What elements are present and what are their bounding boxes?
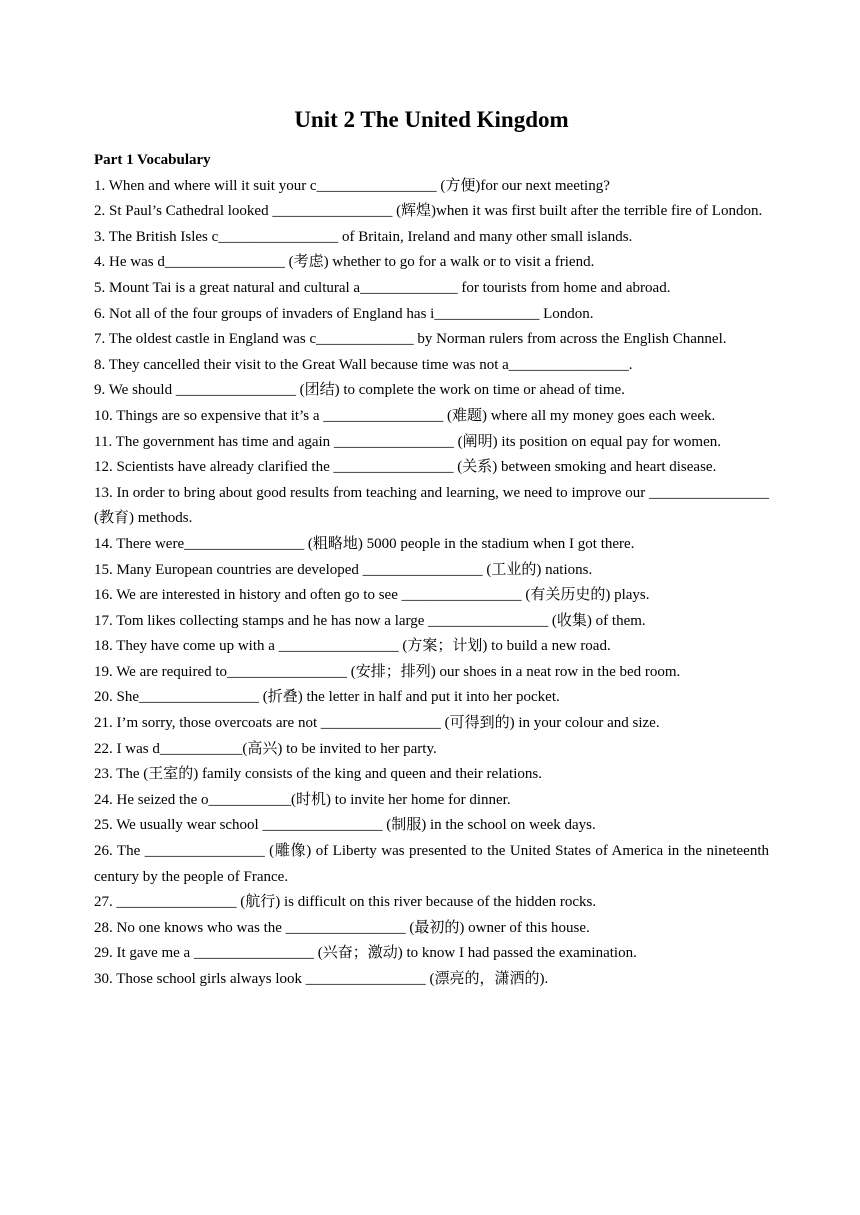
document-page	[94, 104, 769, 993]
exercise-list	[94, 174, 769, 993]
exercise-item-10: 10. Things are so expensive that it’s a ________________ (难题) where all my money goes each week.	[94, 407, 716, 424]
exercise-item-3: 3. The British Isles c________________ of Britain, Ireland and many other small islands.	[94, 228, 633, 245]
exercise-item-30: 30. Those school girls always look ________________ (漂亮的，潇洒的).	[94, 971, 549, 987]
exercise-item-12: 12. Scientists have already clarified the ________________ (关系) between smoking and heart disease.	[94, 459, 717, 476]
exercise-item-11: 11. The government has time and again ________________ (阐明) its position on equal pay for women.	[94, 433, 721, 450]
exercise-item-22: 22. I was d___________(高兴) to be invited to her party.	[94, 740, 437, 757]
exercise-item-20: 20. She________________ (折叠) the letter in half and put it into her pocket.	[94, 689, 560, 706]
exercise-item-21: 21. I’m sorry, those overcoats are not ________________ (可得到的) in your colour and size.	[94, 715, 660, 732]
exercise-item-17: 17. Tom likes collecting stamps and he has now a large ________________ (收集) of them.	[94, 612, 646, 629]
exercise-item-25: 25. We usually wear school ________________ (制服) in the school on week days.	[94, 817, 596, 834]
exercise-item-15: 15. Many European countries are developed ________________ (工业的) nations.	[94, 561, 593, 578]
exercise-item-29: 29. It gave me a ________________ (兴奋；激动) to know I had passed the examination.	[94, 945, 637, 962]
exercise-item-1: 1. When and where will it suit your c________________ (方便)for our next meeting?	[94, 177, 610, 194]
exercise-item-4: 4. He was d________________ (考虑) whether to go for a walk or to visit a friend.	[94, 254, 595, 271]
document-title: Unit 2 The United Kingdom	[294, 107, 569, 132]
exercise-item-6: 6. Not all of the four groups of invaders of England has i______________ London.	[94, 305, 594, 322]
exercise-item-7: 7. The oldest castle in England was c_____________ by Norman rulers from across the English Channel.	[94, 331, 727, 348]
exercise-item-9: 9. We should ________________ (团结) to complete the work on time or ahead of time.	[94, 382, 625, 399]
exercise-item-8: 8. They cancelled their visit to the Great Wall because time was not a________________.	[94, 356, 633, 373]
exercise-item-27: 27. ________________ (航行) is difficult on this river because of the hidden rocks.	[94, 894, 597, 911]
exercise-item-2: 2. St Paul’s Cathedral looked ________________ (辉煌)when it was first built after the terrible fire of London.	[94, 203, 763, 220]
exercise-item-16: 16. We are interested in history and often go to see ________________ (有关历史的) plays.	[94, 587, 650, 604]
exercise-item-28: 28. No one knows who was the ________________ (最初的) owner of this house.	[94, 919, 590, 936]
exercise-item-19: 19. We are required to________________ (安排；排列) our shoes in a neat row in the bed room.	[94, 663, 681, 680]
exercise-item-24: 24. He seized the o___________(时机) to invite her home for dinner.	[94, 791, 511, 808]
exercise-item-5: 5. Mount Tai is a great natural and cultural a_____________ for tourists from home and abroad.	[94, 279, 671, 296]
exercise-item-14: 14. There were________________ (粗略地) 5000 people in the stadium when I got there.	[94, 535, 635, 552]
exercise-item-23: 23. The (王室的) family consists of the king and queen and their relations.	[94, 766, 542, 783]
exercise-item-26: 26. The ________________ (雕像) of Liberty was presented to the United States of America in the nineteenth century by the people of France.	[94, 843, 769, 885]
exercise-item-18: 18. They have come up with a ________________ (方案；计划) to build a new road.	[94, 638, 611, 655]
section-heading: Part 1 Vocabulary	[94, 152, 211, 168]
exercise-item-13: 13. In order to bring about good results from teaching and learning, we need to improve our ________________ (教育) methods.	[94, 484, 769, 527]
